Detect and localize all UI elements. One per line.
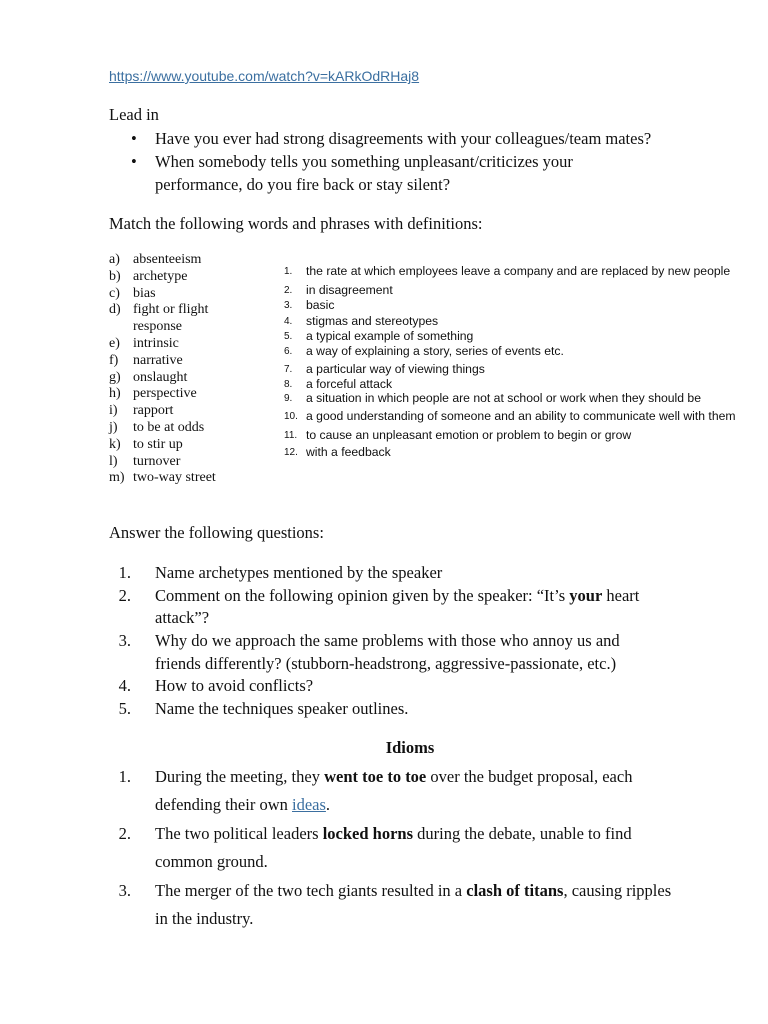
- question-2-post: heart: [602, 586, 640, 605]
- lead-in-bullet-2: When somebody tells you something unpleasant/criticizes your: [155, 152, 573, 171]
- definition-number: 4.: [284, 316, 293, 327]
- word-letter: a): [109, 252, 120, 267]
- idiom-3: [155, 881, 755, 901]
- idiom-2-cont: common ground.: [155, 852, 268, 871]
- ideas-link[interactable]: ideas: [292, 795, 326, 814]
- word-letter: j): [109, 419, 118, 435]
- lead-in-bullet-2-cont: performance, do you fire back or stay silent?: [155, 175, 451, 194]
- question-2-bold: your: [569, 586, 603, 605]
- definition-number: 9.: [284, 393, 293, 404]
- match-heading: Match the following words and phrases with definitions:: [109, 214, 483, 233]
- idiom-number: 3.: [118, 881, 131, 900]
- question-2-pre: Comment on the following opinion given by the speaker: “It’s: [155, 586, 570, 605]
- question-number: 2.: [118, 586, 131, 605]
- idioms-list: [109, 767, 739, 937]
- bullet-icon: •: [131, 129, 137, 148]
- definition-text: to cause an unpleasant emotion or problem to begin or grow: [306, 428, 632, 442]
- definition-text: the rate at which employees leave a company and are replaced by new people: [306, 264, 731, 278]
- definition-number: 6.: [284, 346, 293, 357]
- question-number: 4.: [118, 676, 131, 695]
- word-letter: g): [109, 369, 121, 385]
- idiom-2: [155, 824, 755, 844]
- word-text: bias: [133, 285, 156, 301]
- definition-number: 2.: [284, 285, 293, 296]
- word-text: archetype: [133, 268, 188, 284]
- word-letter: e): [109, 335, 120, 351]
- definition-text: in disagreement: [306, 283, 393, 297]
- idiom-3-cont: in the industry.: [155, 909, 254, 928]
- question-number: 5.: [118, 699, 131, 718]
- idiom-1-post: over the budget proposal, each: [426, 767, 633, 786]
- word-text: turnover: [133, 453, 181, 469]
- idiom-1-pre: During the meeting, they: [155, 767, 325, 786]
- word-text: onslaught: [133, 369, 188, 385]
- idiom-2-post: during the debate, unable to find: [413, 824, 632, 843]
- idiom-1-line2-end: .: [325, 795, 331, 814]
- definition-text: a particular way of viewing things: [306, 362, 485, 376]
- question-3-cont: friends differently? (stubborn-headstrong, aggressive-passionate, etc.): [155, 654, 617, 673]
- word-letter: f): [109, 352, 119, 368]
- word-text: to be at odds: [133, 419, 205, 435]
- definition-number: 11.: [284, 430, 298, 441]
- idiom-number: 2.: [118, 824, 131, 843]
- idioms-heading: Idioms: [385, 738, 435, 757]
- definition-text: a typical example of something: [306, 329, 474, 343]
- word-letter: k): [109, 436, 121, 452]
- question-3: Why do we approach the same problems with those who annoy us and: [155, 631, 620, 650]
- word-text: response: [133, 319, 182, 335]
- question-1: Name archetypes mentioned by the speaker: [155, 563, 443, 582]
- question-4: How to avoid conflicts?: [155, 676, 314, 695]
- idiom-3-pre: The merger of the two tech giants resulted in a: [155, 881, 467, 900]
- idiom-1-cont: [155, 795, 715, 815]
- definition-number: 1.: [284, 266, 293, 277]
- definition-text: a way of explaining a story, series of events etc.: [306, 344, 564, 358]
- word-text: to stir up: [133, 436, 183, 452]
- word-letter: l): [109, 453, 118, 469]
- lead-in-bullet-1: Have you ever had strong disagreements with your colleagues/team mates?: [155, 129, 652, 148]
- questions-heading: Answer the following questions:: [109, 523, 324, 542]
- word-letter: b): [109, 268, 121, 284]
- lead-in-heading: Lead in: [109, 105, 159, 124]
- lead-in-list: [109, 127, 729, 197]
- word-letter: m): [109, 470, 125, 486]
- questions-list: [109, 563, 729, 723]
- question-number: 1.: [118, 563, 131, 582]
- word-letter: i): [109, 403, 118, 419]
- idiom-1-bold: went toe to toe: [324, 767, 427, 786]
- word-text: narrative: [133, 352, 183, 368]
- idiom-2-pre: The two political leaders: [155, 824, 323, 843]
- word-letter: c): [109, 285, 120, 301]
- word-text: rapport: [133, 403, 174, 419]
- definition-text: a forceful attack: [306, 377, 393, 391]
- word-text: intrinsic: [133, 335, 179, 351]
- idiom-3-post: , causing ripples: [563, 881, 672, 900]
- video-link[interactable]: https://www.youtube.com/watch?v=kARkOdRHaj8: [109, 68, 420, 84]
- definition-text: a good understanding of someone and an ability to communicate well with them: [306, 409, 736, 423]
- definition-text: with a feedback: [306, 445, 391, 459]
- word-text: absenteeism: [133, 252, 202, 267]
- definition-number: 8.: [284, 379, 293, 390]
- idiom-1-line2: defending their own: [155, 795, 293, 814]
- definition-text: stigmas and stereotypes: [306, 314, 439, 328]
- word-text: perspective: [133, 386, 197, 402]
- definition-number: 7.: [284, 364, 293, 375]
- idiom-number: 1.: [118, 767, 131, 786]
- idiom-3-bold: clash of titans: [466, 881, 564, 900]
- bullet-icon: •: [131, 152, 137, 171]
- question-5: Name the techniques speaker outlines.: [155, 699, 409, 718]
- word-text: two-way street: [133, 470, 216, 486]
- definition-text: basic: [306, 298, 335, 312]
- definition-number: 10.: [284, 411, 298, 422]
- idiom-1: [155, 767, 755, 787]
- word-letter: d): [109, 302, 121, 318]
- definition-number: 12.: [284, 447, 298, 458]
- word-text: fight or flight: [133, 302, 209, 318]
- idiom-2-bold: locked horns: [322, 824, 414, 843]
- question-2: [155, 586, 715, 606]
- word-letter: h): [109, 386, 121, 402]
- question-2-cont: attack”?: [155, 608, 210, 627]
- question-number: 3.: [118, 631, 131, 650]
- definition-number: 3.: [284, 300, 293, 311]
- definition-number: 5.: [284, 331, 293, 342]
- definition-text: a situation in which people are not at school or work when they should be: [306, 391, 701, 405]
